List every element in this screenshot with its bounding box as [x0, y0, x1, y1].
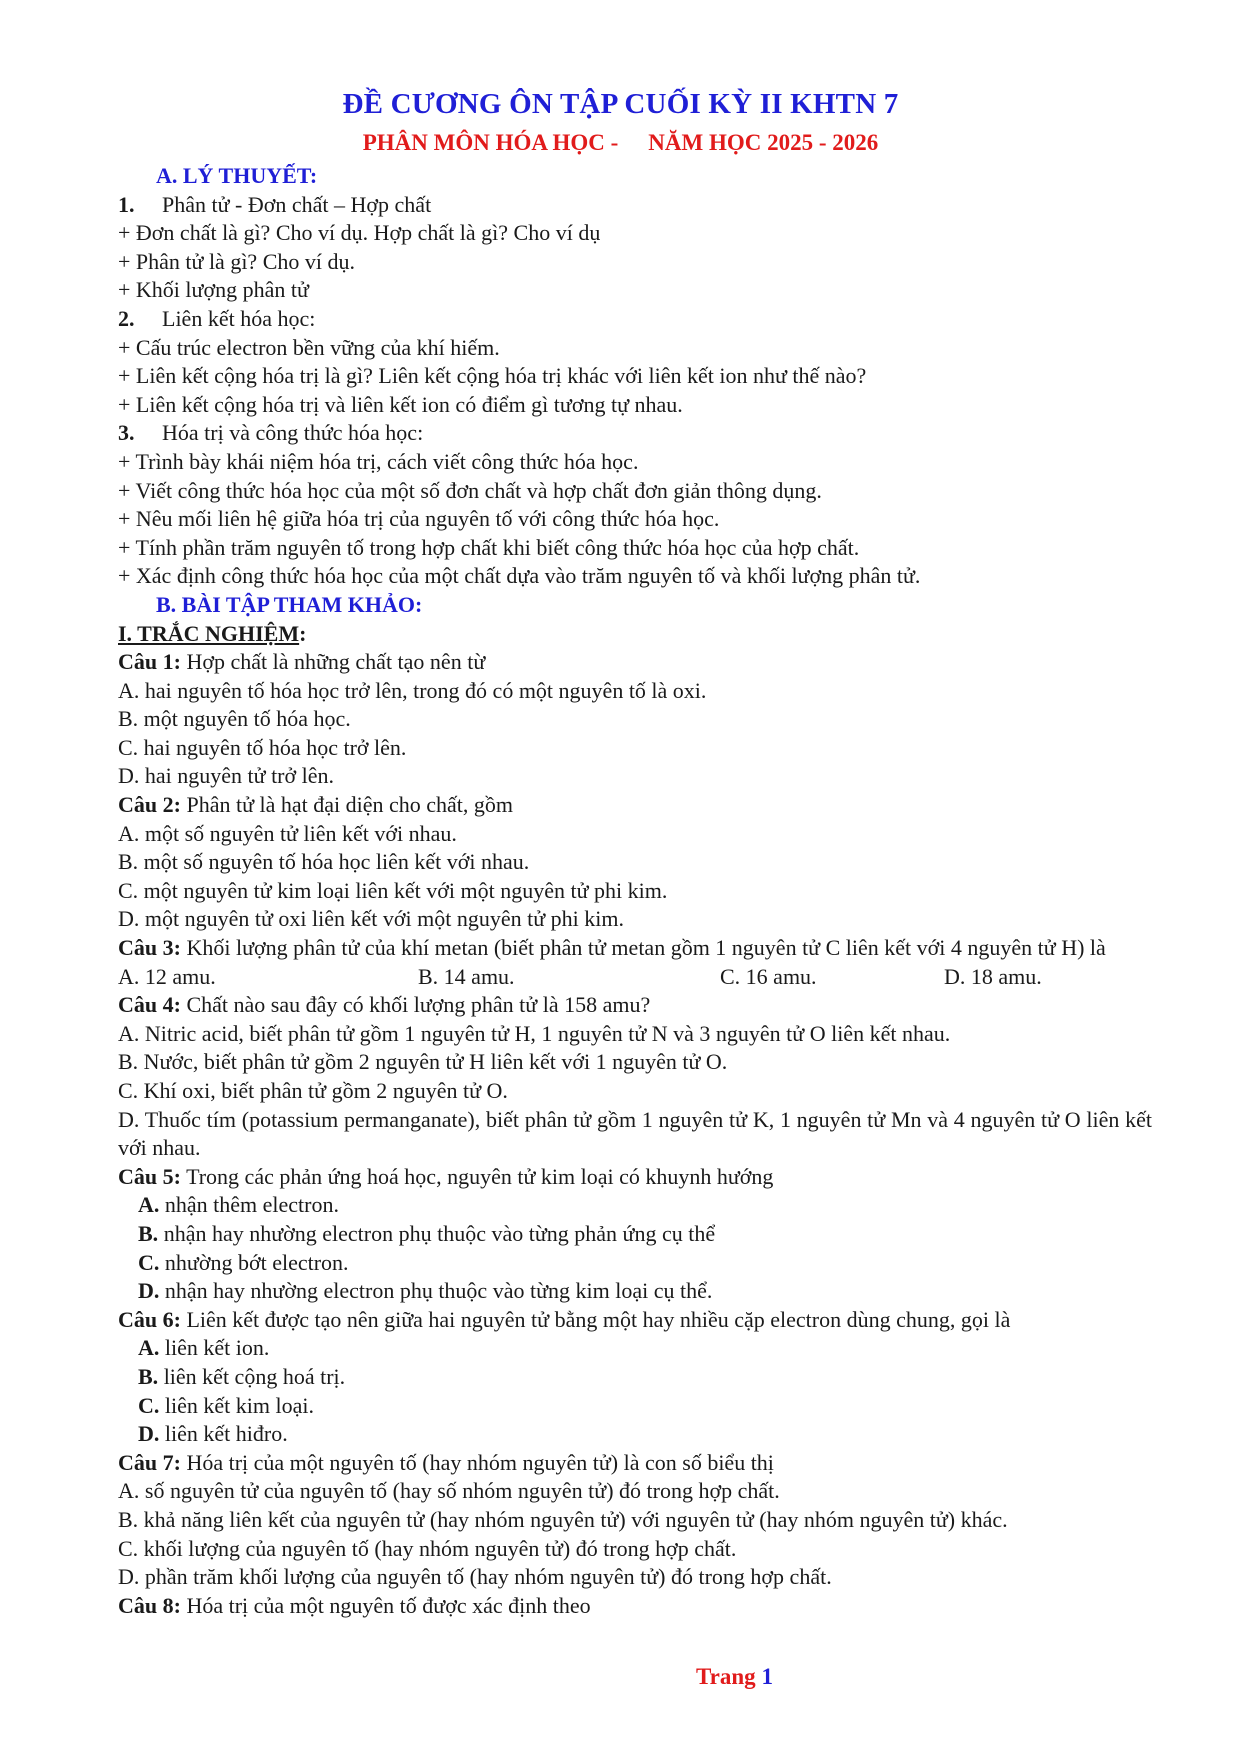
- question: Câu 2: Phân tử là hạt đại diện cho chất, gồm: [118, 792, 514, 818]
- answer-option: B. một số nguyên tố hóa học liên kết với nhau.: [118, 849, 530, 875]
- section-exercises-heading: B. BÀI TẬP THAM KHẢO:: [156, 591, 423, 617]
- answer-option: C. khối lượng của nguyên tố (hay nhóm nguyên tử) đó trong hợp chất.: [118, 1535, 737, 1561]
- answer-option: A. 12 amu.: [118, 963, 216, 989]
- answer-option: C. một nguyên tử kim loại liên kết với một nguyên tử phi kim.: [118, 877, 668, 903]
- question: Câu 3: Khối lượng phân tử của khí metan (biết phân tử metan gồm 1 nguyên tử C liên kết với 4 nguyên tử H) là: [118, 935, 1106, 961]
- topic-point: + Khối lượng phân tử: [118, 277, 309, 303]
- page-label: Trang: [696, 1664, 756, 1689]
- answer-option: B. 14 amu.: [418, 963, 515, 989]
- section-theory-heading: A. LÝ THUYẾT:: [156, 163, 318, 188]
- answer-option: B. liên kết cộng hoá trị.: [138, 1363, 346, 1389]
- topic-point: + Liên kết cộng hóa trị và liên kết ion có điểm gì tương tự nhau.: [118, 391, 683, 417]
- answer-option: D. phần trăm khối lượng của nguyên tố (hay nhóm nguyên tử) đó trong hợp chất.: [118, 1564, 832, 1590]
- answer-option: D. Thuốc tím (potassium permanganate), biết phân tử gồm 1 nguyên tử K, 1 nguyên tử Mn và 4 nguyên tử O liên kết với nhau.: [118, 1106, 1152, 1161]
- answer-option: D. nhận hay nhường electron phụ thuộc vào từng kim loại cụ thể.: [138, 1278, 713, 1304]
- page-footer: [0, 1664, 1241, 1690]
- answer-option: C. 16 amu.: [720, 963, 817, 989]
- answer-option: A. hai nguyên tố hóa học trở lên, trong đó có một nguyên tố là oxi.: [118, 677, 707, 703]
- subtitle-subject: PHÂN MÔN HÓA HỌC -: [362, 130, 619, 155]
- page-number: 1: [761, 1664, 773, 1689]
- document-subtitle: [0, 130, 1241, 156]
- topic-point: + Đơn chất là gì? Cho ví dụ. Hợp chất là gì? Cho ví dụ: [118, 220, 601, 246]
- answer-option: A. nhận thêm electron.: [138, 1192, 339, 1218]
- answer-option: C. Khí oxi, biết phân tử gồm 2 nguyên tử O.: [118, 1078, 508, 1103]
- answer-option: C. nhường bớt electron.: [138, 1249, 349, 1275]
- topic-point: + Viết công thức hóa học của một số đơn chất và hợp chất đơn giản thông dụng.: [118, 477, 822, 503]
- answer-option: B. Nước, biết phân tử gồm 2 nguyên tử H liên kết với 1 nguyên tử O.: [118, 1049, 728, 1075]
- question: Câu 4: Chất nào sau đây có khối lượng phân tử là 158 amu?: [118, 992, 651, 1018]
- part-heading: I. TRẮC NGHIỆM:: [118, 620, 307, 646]
- topic-heading: 3. Hóa trị và công thức hóa học:: [118, 420, 424, 446]
- answer-option: C. liên kết kim loại.: [138, 1392, 314, 1418]
- answer-option: A. một số nguyên tử liên kết với nhau.: [118, 820, 457, 846]
- question: Câu 1: Hợp chất là những chất tạo nên từ: [118, 649, 486, 675]
- document-body: [118, 162, 1152, 1620]
- topic-heading: 2. Liên kết hóa học:: [118, 305, 316, 331]
- answer-options-row: [118, 963, 1152, 992]
- topic-point: + Xác định công thức hóa học của một chất dựa vào trăm nguyên tố và khối lượng phân tử.: [118, 563, 921, 589]
- answer-option: B. một nguyên tố hóa học.: [118, 706, 351, 732]
- answer-option: A. Nitric acid, biết phân tử gồm 1 nguyên tử H, 1 nguyên tử N và 3 nguyên tử O liên kết nhau.: [118, 1020, 951, 1046]
- question: Câu 8: Hóa trị của một nguyên tố được xác định theo: [118, 1592, 591, 1618]
- subtitle-year: NĂM HỌC 2025 - 2026: [648, 130, 879, 155]
- answer-option: A. liên kết ion.: [138, 1335, 270, 1361]
- topic-point: + Phân tử là gì? Cho ví dụ.: [118, 248, 355, 274]
- answer-option: A. số nguyên tử của nguyên tố (hay số nhóm nguyên tử) đó trong hợp chất.: [118, 1478, 780, 1504]
- document-title: ĐỀ CƯƠNG ÔN TẬP CUỐI KỲ II KHTN 7: [342, 88, 899, 120]
- topic-heading: 1. Phân tử - Đơn chất – Hợp chất: [118, 191, 432, 217]
- answer-option: D. liên kết hiđro.: [138, 1421, 288, 1447]
- topic-point: + Nêu mối liên hệ giữa hóa trị của nguyên tố với công thức hóa học.: [118, 506, 720, 532]
- topic-point: + Trình bày khái niệm hóa trị, cách viết công thức hóa học.: [118, 448, 639, 474]
- topic-point: + Cấu trúc electron bền vững của khí hiếm.: [118, 334, 500, 360]
- answer-option: C. hai nguyên tố hóa học trở lên.: [118, 734, 407, 760]
- answer-option: D. 18 amu.: [944, 963, 1042, 989]
- topic-point: + Liên kết cộng hóa trị là gì? Liên kết cộng hóa trị khác với liên kết ion như thế nào?: [118, 363, 867, 389]
- question: Câu 5: Trong các phản ứng hoá học, nguyên tử kim loại có khuynh hướng: [118, 1163, 774, 1189]
- answer-option: B. khả năng liên kết của nguyên tử (hay nhóm nguyên tử) với nguyên tử (hay nhóm nguyên tử) khác.: [118, 1506, 1008, 1532]
- topic-point: + Tính phần trăm nguyên tố trong hợp chất khi biết công thức hóa học của hợp chất.: [118, 534, 860, 560]
- answer-option: B. nhận hay nhường electron phụ thuộc vào từng phản ứng cụ thể: [138, 1220, 716, 1246]
- answer-option: D. hai nguyên tử trở lên.: [118, 763, 335, 789]
- question: Câu 7: Hóa trị của một nguyên tố (hay nhóm nguyên tử) là con số biểu thị: [118, 1449, 774, 1475]
- question: Câu 6: Liên kết được tạo nên giữa hai nguyên tử bằng một hay nhiều cặp electron dùng chung, gọi là: [118, 1306, 1011, 1332]
- answer-option: D. một nguyên tử oxi liên kết với một nguyên tử phi kim.: [118, 906, 624, 932]
